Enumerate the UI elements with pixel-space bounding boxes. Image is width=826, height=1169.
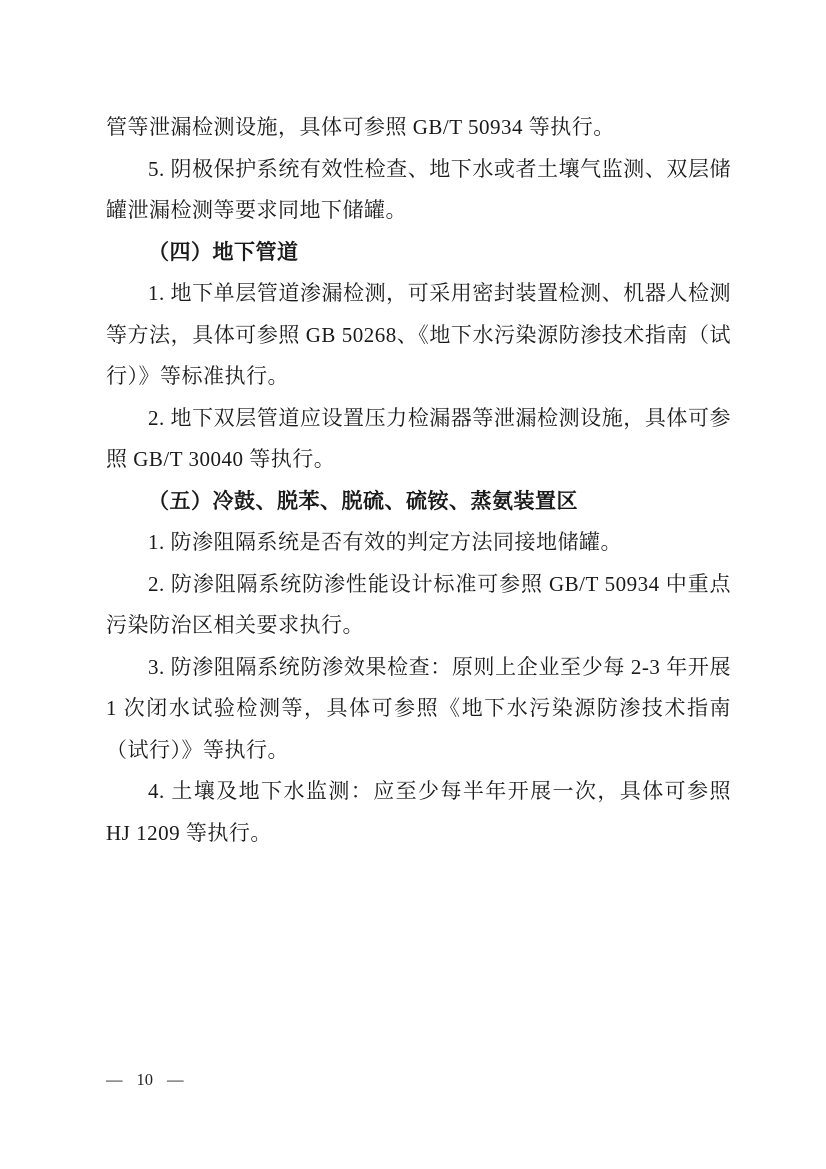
page-footer (106, 1070, 184, 1090)
footer-dash-left: — (106, 1070, 123, 1089)
paragraph-item-2: 2. 地下双层管道应设置压力检漏器等泄漏检测设施，具体可参照 GB/T 30040 等执行。 (106, 405, 731, 471)
paragraph-item-3b: 3. 防渗阻隔系统防渗效果检查：原则上企业至少每 2-3 年开展 1 次闭水试验检测等，具体可参照《地下水污染源防渗技术指南（试行）》等执行。 (106, 654, 731, 762)
paragraph-item-1: 1. 地下单层管道渗漏检测，可采用密封装置检测、机器人检测等方法，具体可参照 GB 50268、《地下水污染源防渗技术指南（试行）》等标准执行。 (106, 281, 731, 388)
document-body (106, 107, 731, 854)
page-number: 10 (136, 1070, 153, 1089)
section-heading-4: （四）地下管道 (148, 239, 299, 264)
paragraph-item-4b: 4. 土壤及地下水监测：应至少每半年开展一次，具体可参照 HJ 1209 等执行。 (106, 779, 731, 845)
paragraph-continuation: 管等泄漏检测设施，具体可参照 GB/T 50934 等执行。 (106, 115, 615, 139)
paragraph-item-1b: 1. 防渗阻隔系统是否有效的判定方法同接地储罐。 (148, 530, 622, 554)
paragraph-item-2b: 2. 防渗阻隔系统防渗性能设计标准可参照 GB/T 50934 中重点污染防治区相关要求执行。 (106, 571, 731, 637)
footer-dash-right: — (167, 1070, 184, 1089)
paragraph-item-5: 5. 阴极保护系统有效性检查、地下水或者土壤气监测、双层储罐泄漏检测等要求同地下储罐。 (106, 156, 731, 222)
section-heading-5: （五）冷鼓、脱苯、脱硫、硫铵、蒸氨装置区 (148, 488, 578, 513)
